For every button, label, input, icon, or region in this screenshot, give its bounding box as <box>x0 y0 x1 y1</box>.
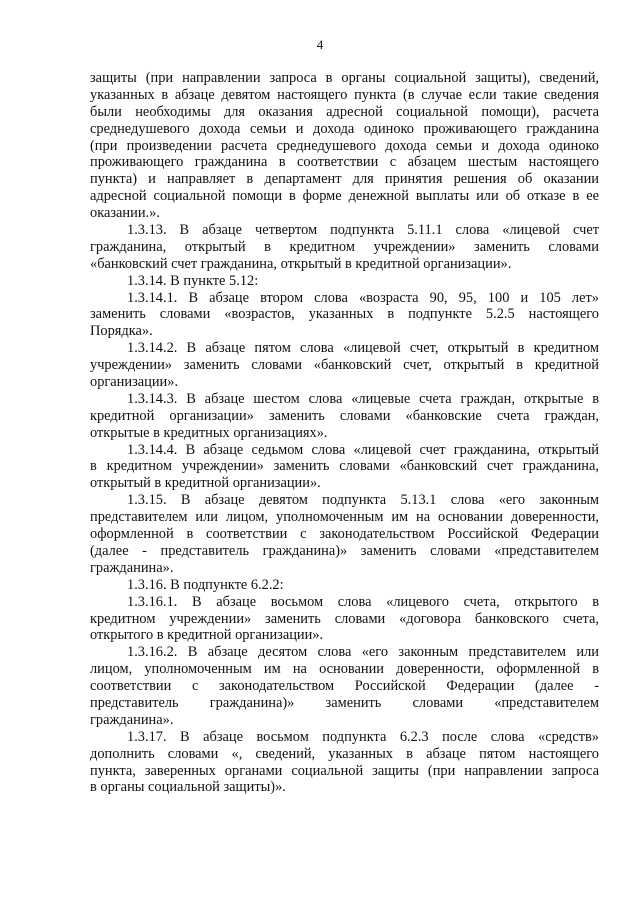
text-line: были необходимы для оказания адресной социальной помощи), расчета <box>90 103 599 120</box>
text-line: открытые в кредитных организациях». <box>90 424 328 441</box>
text-line: оформленной в соответствии с законодательством Российской Федерации <box>90 526 599 543</box>
text-line: пункта) и направляет в департамент для принятия решения об оказании <box>90 171 599 188</box>
text-line: гражданина». <box>90 711 174 728</box>
text-line: в органы социальной защиты)». <box>90 779 286 796</box>
text-line: адресной социальной помощи в форме денежной выплаты или об отказе в ее <box>90 188 599 205</box>
text-line: 1.3.13. В абзаце четвертом подпункта 5.11.1 слова «лицевой счет <box>127 222 599 239</box>
text-line: представитель гражданина)» заменить словами «представителем <box>90 694 599 711</box>
text-line: 1.3.14.3. В абзаце шестом слова «лицевые счета граждан, открытые в <box>127 390 599 407</box>
text-line: 1.3.14.4. В абзаце седьмом слова «лицевой счет гражданина, открытый <box>127 441 599 458</box>
text-line: 1.3.16.1. В абзаце восьмом слова «лицевого счета, открытого в <box>127 593 599 610</box>
text-line: 1.3.16. В подпункте 6.2.2: <box>127 576 284 593</box>
text-line: открытый в кредитной организации». <box>90 475 321 492</box>
text-line: кредитном учреждении» заменить словами «договора банковского счета, <box>90 610 599 627</box>
text-line: дополнить словами «, сведений, указанных в абзаце пятом настоящего <box>90 745 599 762</box>
text-line: (далее - представитель гражданина)» заменить словами «представителем <box>90 542 599 559</box>
text-line: открытого в кредитной организации». <box>90 627 324 644</box>
text-line: гражданина, открытый в кредитном учреждении» заменить словами <box>90 238 599 255</box>
text-line: гражданина». <box>90 559 174 576</box>
text-line: 1.3.14.1. В абзаце втором слова «возраста 90, 95, 100 и 105 лет» <box>127 289 599 306</box>
document-body <box>90 70 599 796</box>
text-line: «банковский счет гражданина, открытый в кредитной организации». <box>90 255 512 272</box>
text-line: организации». <box>90 374 179 391</box>
text-line: защиты (при направлении запроса в органы социальной защиты), сведений, <box>90 70 599 86</box>
text-line: кредитной организации» заменить словами «банковские счета граждан, <box>90 407 599 424</box>
text-line: лицом, уполномоченным им на основании доверенности, оформленной в <box>90 661 599 678</box>
text-line: 1.3.16.2. В абзаце десятом слова «его законным представителем или <box>127 644 599 661</box>
text-line: 1.3.14.2. В абзаце пятом слова «лицевой счет, открытый в кредитном <box>127 340 599 357</box>
text-line: пункта, заверенных органами социальной защиты (при направлении запроса <box>90 762 599 779</box>
text-line: 1.3.14. В пункте 5.12: <box>127 272 259 289</box>
text-line: Порядка». <box>90 323 153 340</box>
text-line: 1.3.17. В абзаце восьмом подпункта 6.2.3 после слова «средств» <box>127 728 599 745</box>
text-line: в кредитном учреждении» заменить словами «банковский счет гражданина, <box>90 458 599 475</box>
text-line: учреждении» заменить словами «банковский счет, открытый в кредитной <box>90 357 599 374</box>
text-line: 1.3.15. В абзаце девятом подпункта 5.13.1 слова «его законным <box>127 492 599 509</box>
text-line: проживающего гражданина в соответствии с абзацем шестым настоящего <box>90 154 599 171</box>
text-line: заменить словами «возрастов, указанных в подпункте 5.2.5 настоящего <box>90 306 599 323</box>
text-line: представителем или лицом, уполномоченным им на основании доверенности, <box>90 509 599 526</box>
text-line: указанных в абзаце девятом настоящего пункта (в случае если такие сведения <box>90 86 599 103</box>
text-line: (при произведении расчета среднедушевого дохода семьи и дохода одиноко <box>90 137 599 154</box>
text-line: соответствии с законодательством Российской Федерации (далее - <box>90 678 599 695</box>
text-line: среднедушевого дохода семьи и дохода одиноко проживающего гражданина <box>90 120 599 137</box>
text-line: оказании.». <box>90 205 160 222</box>
page-number: 4 <box>316 37 324 52</box>
